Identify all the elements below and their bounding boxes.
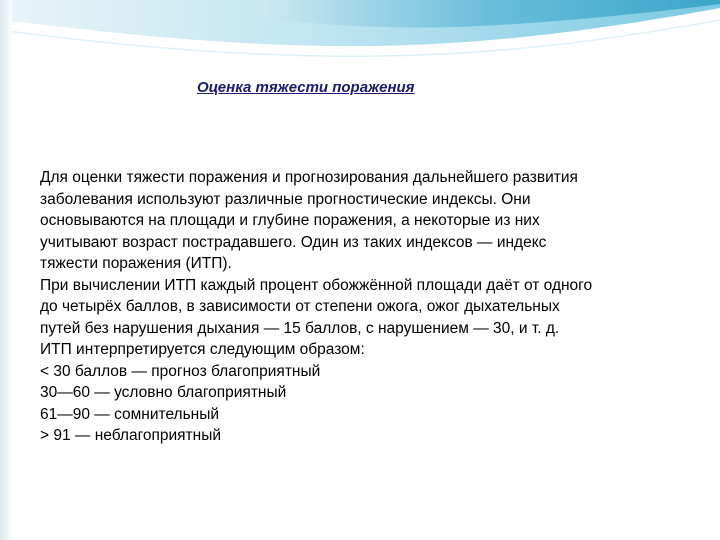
scale-item: 61—90 — сомнительный [40, 405, 220, 423]
scale-item: 30—60 — условно благоприятный [40, 384, 287, 401]
left-edge-decoration [0, 0, 12, 540]
paragraph-line: Для оценки тяжести поражения и прогнозирования дальнейшего развития [40, 169, 578, 186]
scale-item: < 30 баллов — прогноз благоприятный [40, 362, 321, 380]
paragraph-line: основываются на площади и глубине поражения, а некоторые из них [40, 212, 540, 229]
paragraph-line: При вычислении ИТП каждый процент обожжённой площади даёт от одного [40, 276, 593, 294]
paragraph-line: учитывают возраст пострадавшего. Один из таких индексов — индекс [40, 233, 547, 251]
paragraph-line: до четырёх баллов, в зависимости от степени ожога, ожог дыхательных [40, 298, 560, 315]
slide-body [40, 167, 700, 447]
slide-title: Оценка тяжести поражения [197, 79, 415, 96]
top-wave-decoration [0, 0, 720, 70]
scale-item: > 91 — неблагоприятный [40, 427, 222, 444]
paragraph-line: путей без нарушения дыхания — 15 баллов, с нарушением — 30, и т. д. [40, 319, 560, 337]
paragraph-line: заболевания используют различные прогностические индексы. Они [40, 190, 531, 208]
paragraph-line: ИТП интерпретируется следующим образом: [40, 341, 365, 358]
paragraph-line: тяжести поражения (ИТП). [40, 255, 232, 272]
